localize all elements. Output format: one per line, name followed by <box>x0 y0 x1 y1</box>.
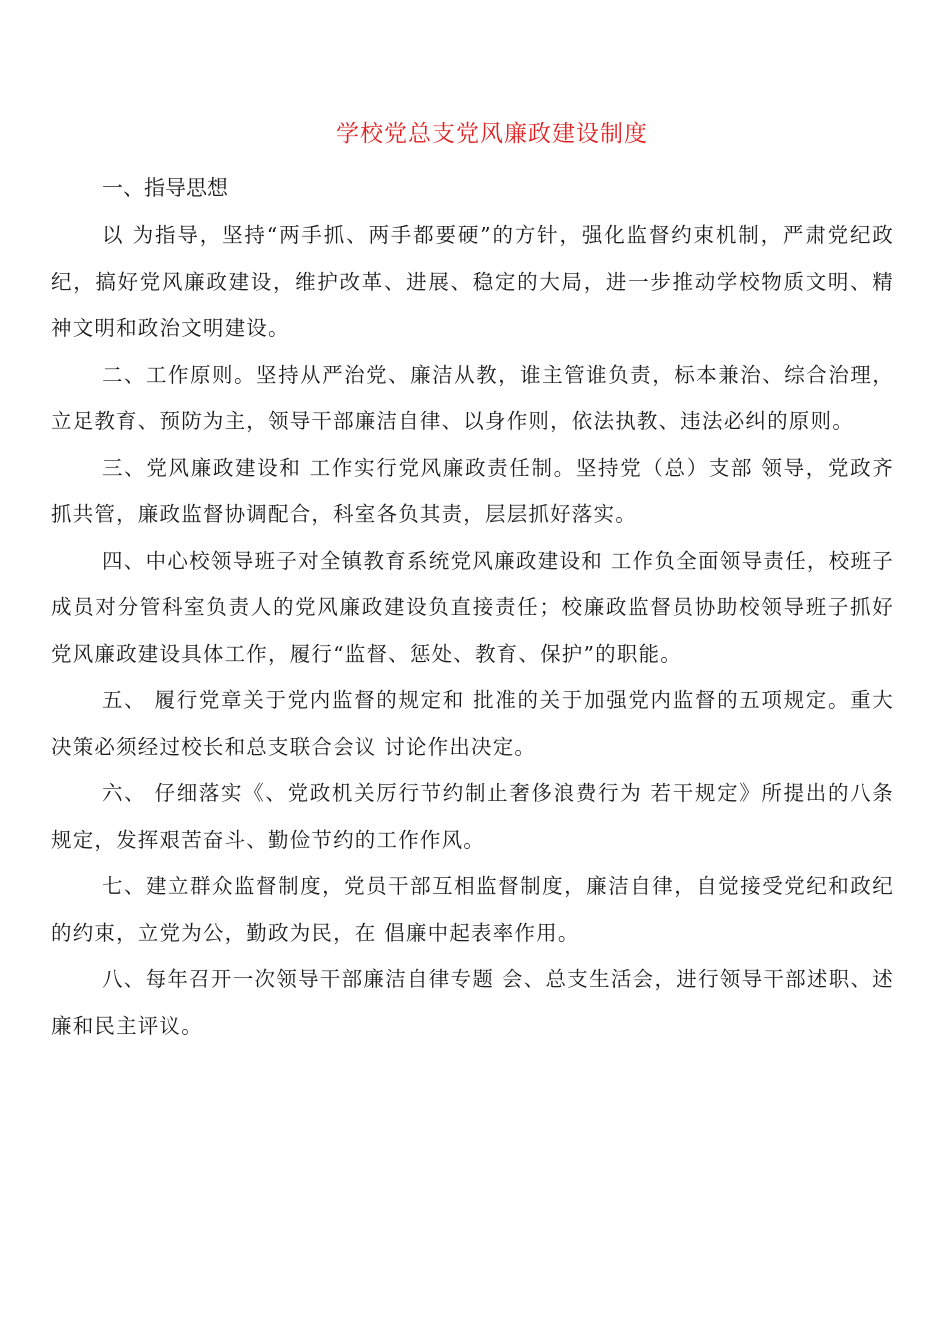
paragraph-work-principles: 二、工作原则。坚持从严治党、廉洁从教，谁主管谁负责，标本兼治、综合治理，立足教育、预防为主，领导干部廉洁自律、以身作则，依法执教、违法必纠的原则。 <box>51 362 894 433</box>
section-heading-guiding-thought: 一、指导思想 <box>102 176 228 200</box>
paragraph-guiding-thought: 以 为指导，坚持“两手抓、两手都要硬”的方针，强化监督约束机制，严肃党纪政纪，搞好党风廉政建设，维护改革、进展、稳定的大局，进一步推动学校物质文明、精神文明和政治文明建设。 <box>51 223 894 340</box>
paragraph-mass-supervision: 七、建立群众监督制度，党员干部互相监督制度，廉洁自律，自觉接受党纪和政纪的约束，立党为公，勤政为民，在 倡廉中起表率作用。 <box>51 874 894 945</box>
document-title: 学校党总支党风廉政建设制度 <box>336 121 648 147</box>
paragraph-responsibility-system: 三、党风廉政建设和 工作实行党风廉政责任制。坚持党（总）支部 领导，党政齐抓共管，廉政监督协调配合，科室各负其责，层层抓好落实。 <box>51 455 894 526</box>
paragraph-frugality: 六、 仔细落实《、党政机关厉行节约制止奢侈浪费行为 若干规定》所提出的八条规定，发挥艰苦奋斗、勤俭节约的工作作风。 <box>51 781 894 852</box>
paragraph-party-supervision: 五、 履行党章关于党内监督的规定和 批准的关于加强党内监督的五项规定。重大决策必须经过校长和总支联合会议 讨论作出决定。 <box>51 688 894 759</box>
paragraph-annual-meeting: 八、每年召开一次领导干部廉洁自律专题 会、总支生活会，进行领导干部述职、述廉和民主评议。 <box>51 967 894 1038</box>
paragraph-leadership-duties: 四、中心校领导班子对全镇教育系统党风廉政建设和 工作负全面领导责任，校班子成员对分管科室负责人的党风廉政建设负直接责任；校廉政监督员协助校领导班子抓好党风廉政建设具体工作，履行“监督、惩处、教育、保护”的职能。 <box>51 548 894 666</box>
document-body <box>51 212 894 1049</box>
